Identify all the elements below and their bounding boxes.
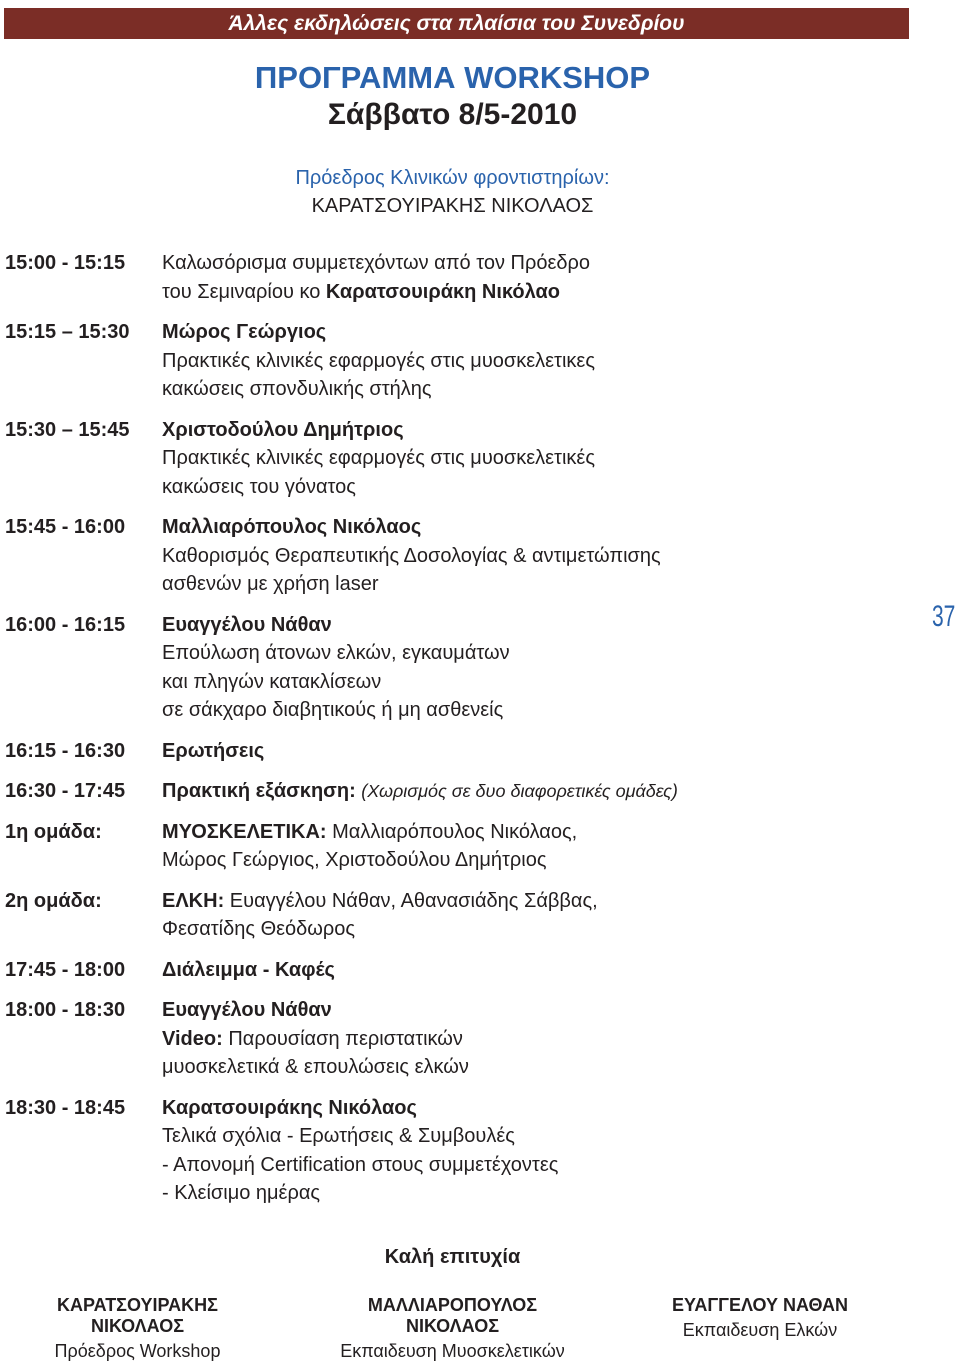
row-note: (Χωρισμός σε δυο διαφορετικές ομάδες) — [361, 781, 678, 801]
row-line: Πρακτικές κλινικές εφαρμογές στις μυοσκελετικές — [162, 447, 595, 469]
row-time: 17:45 - 18:00 — [5, 958, 126, 981]
row-line: κακώσεις του γόνατος — [162, 475, 356, 498]
page-title: ΠΡΟΓΡΑΜΜΑ WORKSHOP — [254, 60, 651, 95]
row-line: Επούλωση άτονων ελκών, εγκαυμάτων — [162, 642, 510, 664]
row-line: - Κλείσιμο ημέρας — [162, 1182, 321, 1204]
row-label: ΜΥΟΣΚΕΛΕΤΙΚΑ: — [162, 820, 327, 843]
row-line: Πρακτικές κλινικές εφαρμογές στις μυοσκελετικες — [162, 349, 595, 372]
row-line: - Απονομή Certification στους συμμετέχοντες — [162, 1153, 559, 1176]
schedule-row — [5, 611, 905, 725]
row-speaker: Ευαγγέλου Νάθαν — [162, 999, 332, 1021]
row-time: 18:00 - 18:30 — [5, 999, 126, 1021]
row-speaker: Πρακτική εξάσκηση: — [162, 780, 356, 802]
row-line: Τελικά σχόλια - Ερωτήσεις & Συμβουλές — [162, 1125, 515, 1147]
schedule-row — [5, 513, 905, 599]
row-group: 1η ομάδα: — [5, 820, 102, 843]
president-label: Πρόεδρος Κλινικών φροντιστηρίων: — [295, 167, 610, 189]
schedule-row — [5, 1094, 905, 1208]
closing-wish: Καλή επιτυχία — [384, 1246, 521, 1268]
schedule-row — [5, 818, 905, 875]
workshop-date: Σάββατο 8/5-2010 — [327, 98, 578, 131]
signature-role: Πρόεδρος Workshop — [54, 1341, 221, 1361]
row-speaker: Ευαγγέλου Νάθαν — [162, 613, 332, 636]
schedule-row — [5, 737, 905, 766]
row-time: 15:30 – 15:45 — [5, 418, 130, 441]
signature-role: Εκπαιδευση Μυοσκελετικών — [340, 1341, 565, 1361]
row-time: 15:45 - 16:00 — [5, 516, 126, 538]
row-group: 2η ομάδα: — [5, 889, 102, 912]
row-line: σε σάκχαρο διαβητικούς ή μη ασθενείς — [162, 699, 504, 721]
row-line: Καλωσόρισμα συμμετεχόντων από τον Πρόεδρο — [162, 252, 591, 274]
row-line: Μώρος Γεώργιος, Χριστοδούλου Δημήτριος — [162, 849, 547, 871]
row-time: 15:00 - 15:15 — [5, 252, 126, 274]
row-line: και πληγών κατακλίσεων — [162, 670, 382, 693]
president-name: ΚΑΡΑΤΣΟΥΙΡΑΚΗΣ ΝΙΚΟΛΑΟΣ — [311, 195, 594, 217]
row-speaker: Ερωτήσεις — [162, 739, 265, 762]
row-line: Παρουσίαση περιστατικών — [222, 1027, 463, 1050]
row-speaker: Μώρος Γεώργιος — [162, 321, 327, 343]
row-line: Μαλλιαρόπουλος Νικόλαος, — [326, 820, 578, 843]
row-line: του Σεμιναρίου κο — [162, 280, 326, 303]
schedule-row — [5, 956, 905, 985]
schedule-row — [5, 318, 905, 404]
schedule-row — [5, 887, 905, 944]
signature-name: ΚΑΡΑΤΣΟΥΙΡΑΚΗΣ ΝΙΚΟΛΑΟΣ — [57, 1295, 218, 1336]
signature-role: Εκπαιδευση Ελκών — [682, 1320, 838, 1340]
row-time: 16:00 - 16:15 — [5, 613, 126, 636]
row-speaker: Διάλειμμα - Καφές — [162, 958, 335, 981]
signature-name: ΜΑΛΛΙΑΡΟΠΟΥΛΟΣ ΝΙΚΟΛΑΟΣ — [367, 1295, 538, 1336]
schedule — [5, 249, 905, 1208]
signature-block — [10, 1295, 265, 1362]
signature-block — [320, 1295, 585, 1362]
schedule-row — [5, 416, 905, 502]
row-line: Φεσατίδης Θεόδωρος — [162, 918, 356, 940]
signature-block — [650, 1295, 870, 1341]
row-time: 18:30 - 18:45 — [5, 1096, 126, 1119]
row-line: ασθενών με χρήση laser — [162, 573, 379, 595]
schedule-row — [5, 777, 905, 806]
schedule-row — [5, 996, 905, 1082]
row-line: κακώσεις σπονδυλικής στήλης — [162, 378, 432, 400]
row-speaker: Χριστοδούλου Δημήτριος — [162, 418, 404, 441]
row-label: Video: — [162, 1027, 223, 1050]
page-number: 37 — [932, 600, 956, 633]
header-banner: Άλλες εκδηλώσεις στα πλαίσια του Συνεδρίου — [4, 8, 909, 39]
row-time: 16:30 - 17:45 — [5, 780, 126, 802]
row-time: 16:15 - 16:30 — [5, 739, 126, 762]
row-line: Καθορισμός Θεραπευτικής Δοσολογίας & αντιμετώπισης — [162, 544, 661, 567]
schedule-row — [5, 249, 905, 306]
row-label: ΕΛΚΗ: — [162, 889, 225, 912]
row-speaker: Καρατσουιράκη Νικόλαο — [325, 280, 561, 303]
row-speaker: Μαλλιαρόπουλος Νικόλαος — [162, 516, 422, 538]
row-line: μυοσκελετικά & επουλώσεις ελκών — [162, 1056, 469, 1078]
row-line: Ευαγγέλου Νάθαν, Αθανασιάδης Σάββας, — [224, 889, 598, 912]
row-speaker: Καρατσουιράκης Νικόλαος — [162, 1096, 417, 1119]
row-time: 15:15 – 15:30 — [5, 321, 130, 343]
signature-name: ΕΥΑΓΓΕΛΟΥ ΝΑΘΑΝ — [671, 1295, 849, 1315]
